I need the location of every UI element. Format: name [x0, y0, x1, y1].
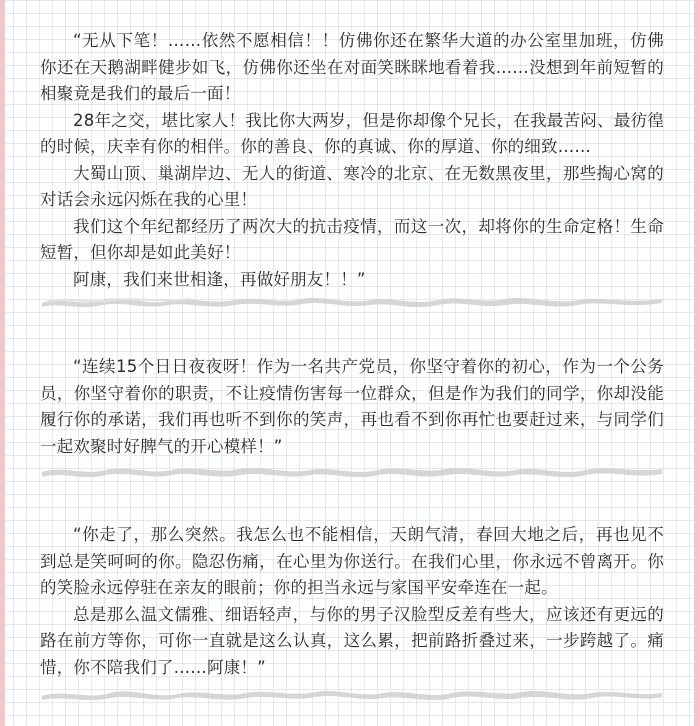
memorial-message-2 [40, 354, 664, 460]
brush-stroke-divider [40, 290, 664, 312]
message-3-paragraph-2: 总是那么温文儒雅、细语轻声，与你的男子汉脸型反差有些大，应该还有更远的路在前方等你，可你一直就是这么认真，这么累，把前路折叠过来，一步跨越了。痛惜，你不陪我们了……阿康！” [40, 604, 664, 677]
message-1-paragraph-4: 我们这个年纪都经历了两次大的抗击疫情，而这一次，却将你的生命定格！生命短暂，但你却是如此美好！ [40, 216, 664, 262]
brush-stroke-divider [40, 460, 664, 482]
message-1-paragraph-3: 大蜀山顶、巢湖岸边、无人的街道、寒冷的北京、在无数黑夜里，那些掏心窝的对话会永远闪烁在我的心里！ [40, 163, 664, 209]
message-1-paragraph-5: 阿康，我们来世相逢，再做好朋友！！” [73, 269, 366, 289]
message-2-paragraph-1: “连续15个日日夜夜呀！作为一名共产党员，你坚守着你的初心，作为一个公务员，你坚守着你的职责，不让疫情伤害每一位群众，但是作为我们的同学，你却没能履行你的承诺，我们再也听不到你的笑声，再也看不到你再忙也要赶过来，与同学们一起欢聚时好脾气的开心模样！” [40, 357, 664, 456]
page-right-border [694, 0, 698, 726]
message-3-paragraph-1: “你走了，那么突然。我怎么也不能相信，天朗气清，春回大地之后，再也见不到总是笑呵呵的你。隐忍伤痛，在心里为你送行。在我们心里，你永远不曾离开。你的笑脸永远停驻在亲友的眼前；你的担当永远与家国平安牵连在一起。 [40, 525, 664, 597]
memorial-message-1 [40, 28, 664, 293]
page-left-border [0, 0, 5, 726]
message-1-paragraph-1: “无从下笔！……依然不愿相信！！仿佛你还在繁华大道的办公室里加班，仿佛你还在天鹅湖畔健步如飞，仿佛你还坐在对面笑眯眯地看着我……没想到年前短暂的相聚竟是我们的最后一面！ [40, 31, 664, 103]
message-1-paragraph-2: 28年之交，堪比家人！我比你大两岁，但是你却像个兄长，在我最苦闷、最彷徨的时候，庆幸有你的相伴。你的善良、你的真诚、你的厚道、你的细致…… [40, 110, 664, 156]
brush-stroke-divider [40, 683, 664, 705]
memorial-message-3 [40, 522, 664, 681]
